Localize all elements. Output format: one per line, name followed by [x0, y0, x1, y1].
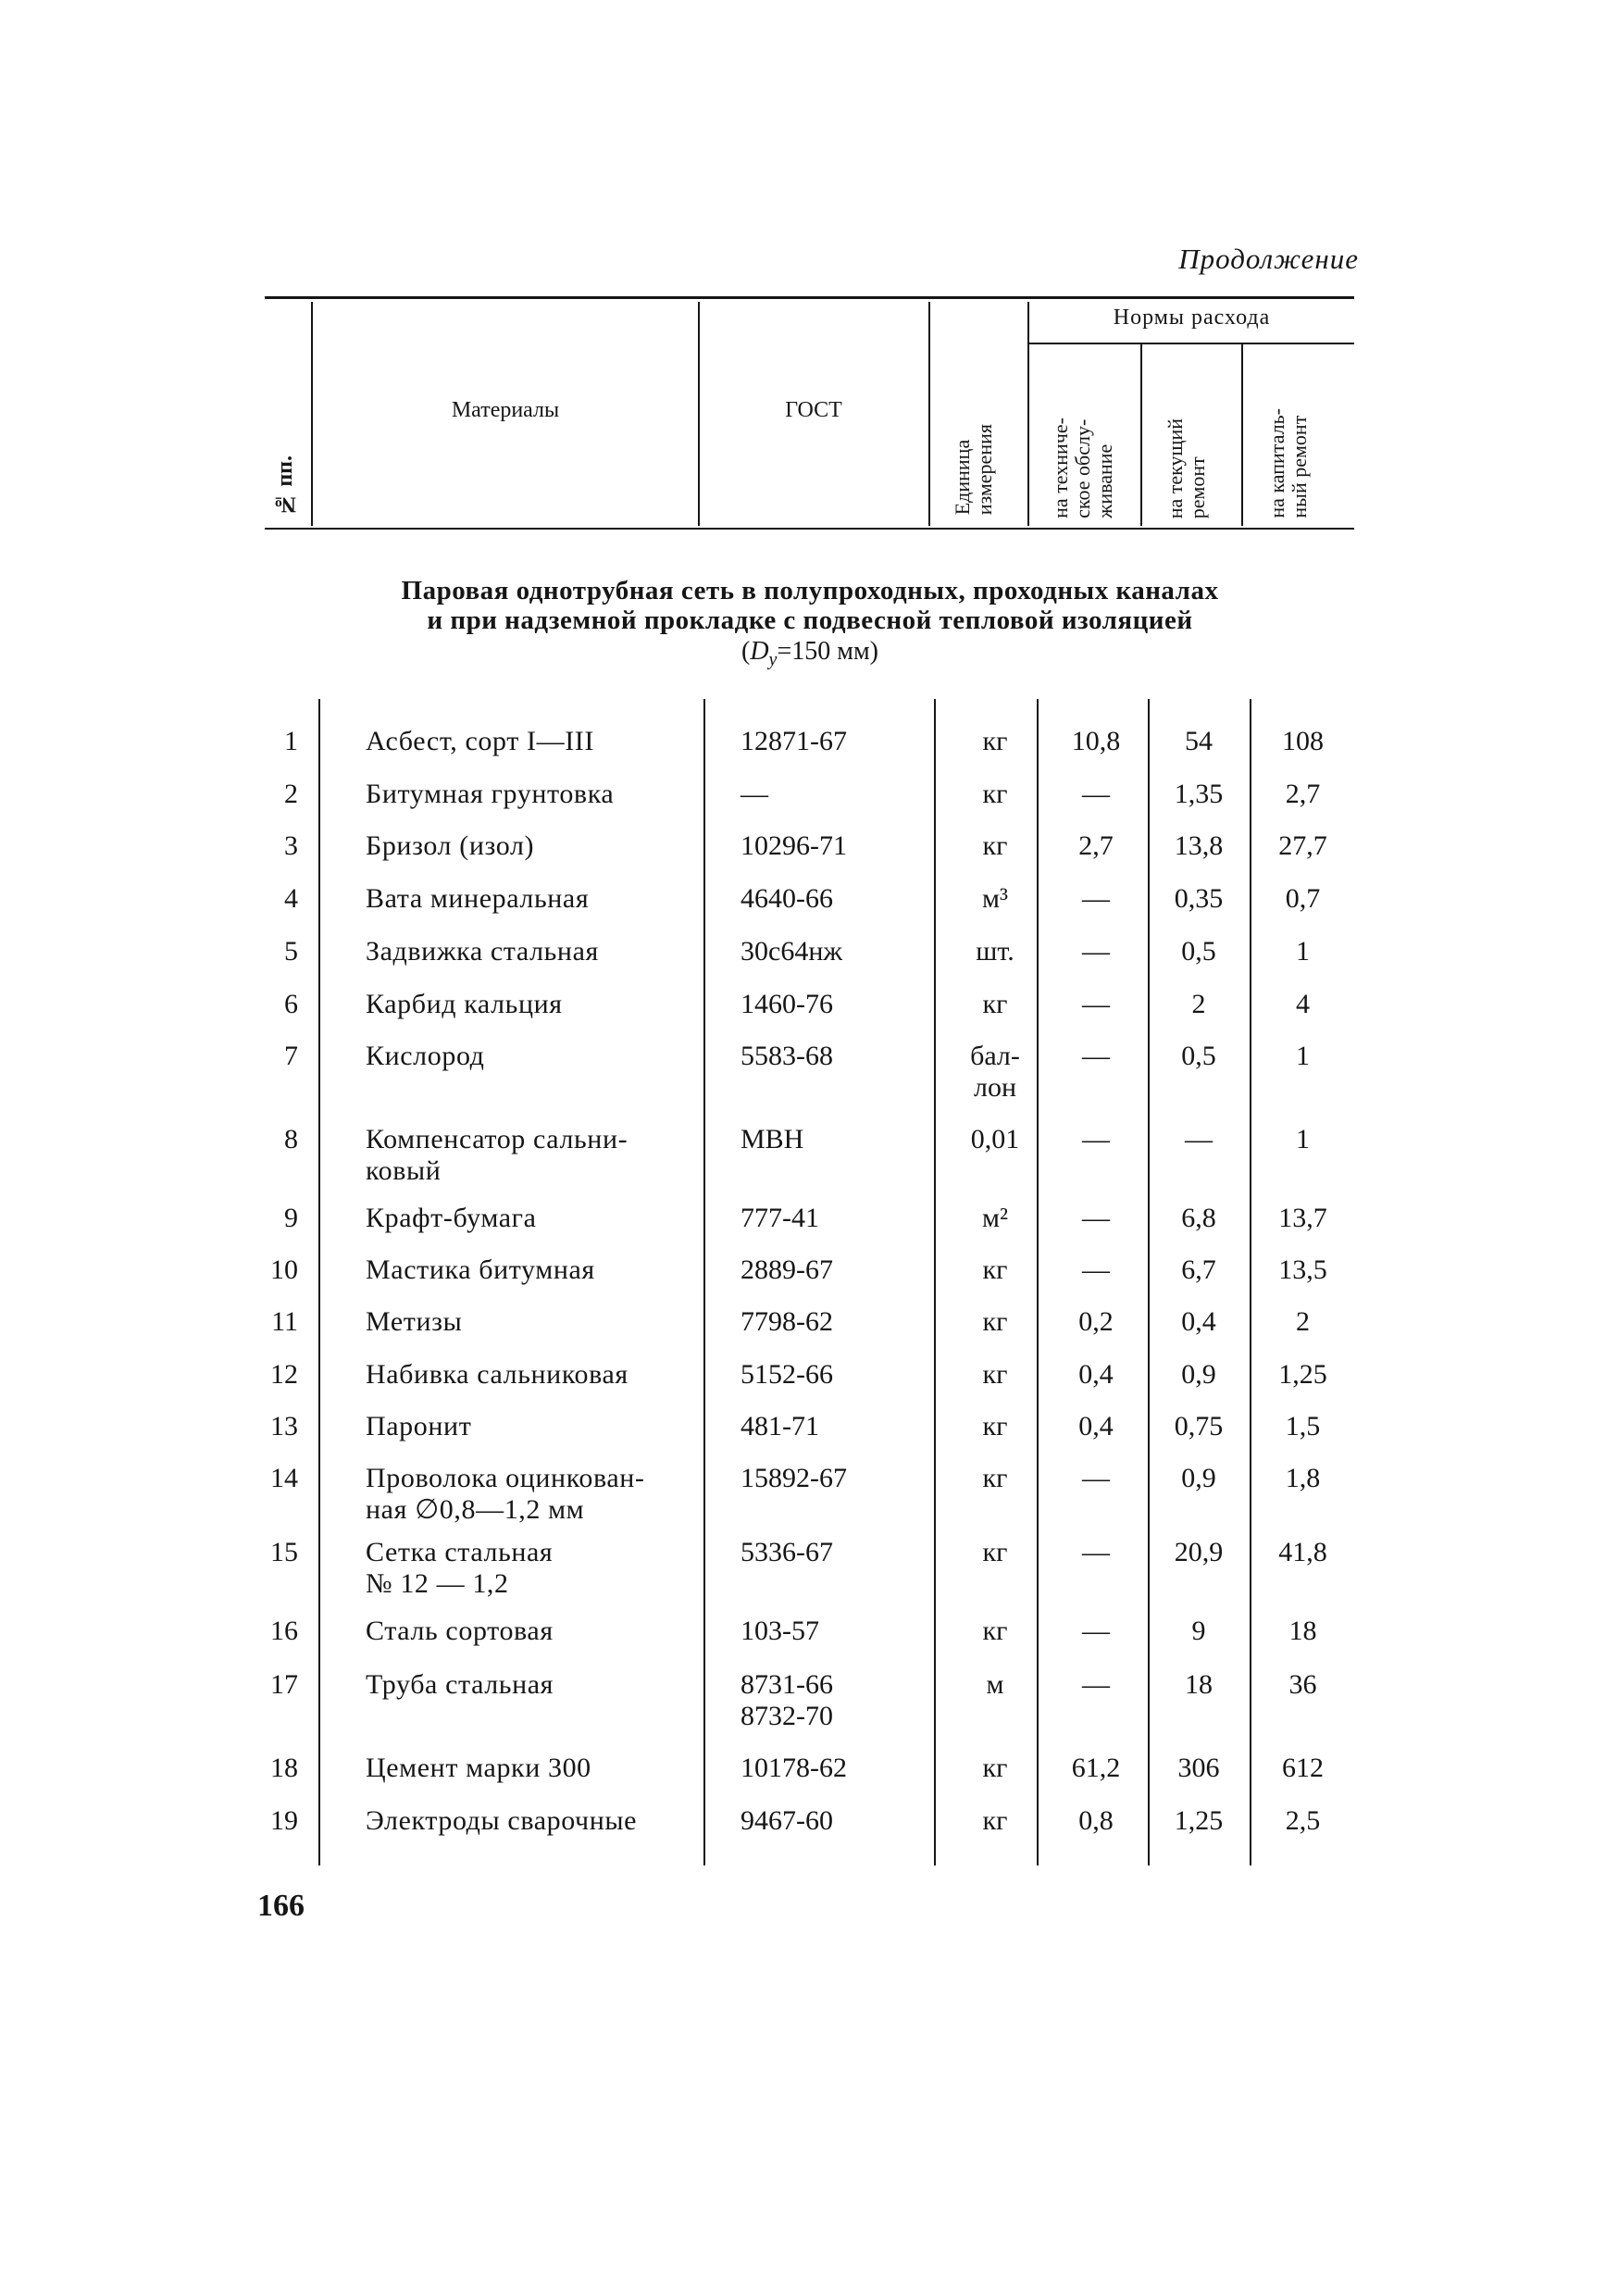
row-unit: кг	[982, 1359, 1008, 1390]
subtitle-dy-index: у	[768, 649, 778, 670]
row-norm-capital: 41,8	[1278, 1537, 1327, 1567]
row-number: 10	[270, 1254, 298, 1285]
body-divider	[1250, 699, 1251, 1866]
row-gost: 10296-71	[741, 830, 847, 861]
row-norm-current: 2	[1191, 989, 1206, 1019]
row-number: 3	[284, 830, 298, 861]
row-material: Набивка сальниковая	[366, 1359, 629, 1390]
row-unit: кг	[982, 989, 1008, 1019]
row-number: 14	[270, 1463, 298, 1493]
row-norm-service: —	[1082, 1463, 1110, 1493]
header-unit: Единица измерения	[951, 423, 996, 515]
row-norm-current: 0,9	[1181, 1463, 1216, 1493]
row-norm-service: 0,2	[1078, 1306, 1114, 1337]
row-unit: кг	[982, 1537, 1008, 1567]
row-norm-capital: 13,5	[1278, 1254, 1327, 1285]
row-norm-capital: 2,7	[1285, 779, 1321, 809]
row-gost: 103-57	[741, 1616, 819, 1646]
row-material: Сталь сортовая	[366, 1616, 554, 1646]
header-top-rule	[265, 296, 1354, 299]
row-material: Электроды сварочные	[366, 1805, 638, 1836]
section-subtitle	[305, 637, 1314, 671]
row-gost: 1460-76	[741, 989, 833, 1019]
row-number: 16	[270, 1616, 298, 1646]
row-norm-current: 0,9	[1181, 1359, 1216, 1390]
row-material: Метизы	[366, 1306, 463, 1337]
row-norm-current: 9	[1191, 1616, 1206, 1646]
row-norm-current: 54	[1185, 726, 1213, 756]
header-num: № пп.	[273, 455, 297, 517]
row-gost: 4640-66	[741, 883, 833, 914]
row-norm-current: 1,35	[1174, 779, 1224, 809]
row-unit: м²	[982, 1203, 1008, 1233]
row-norm-capital: 36	[1288, 1669, 1317, 1700]
row-unit: 0,01	[970, 1124, 1020, 1154]
row-norm-current: 1,25	[1174, 1805, 1224, 1836]
row-unit: м	[986, 1669, 1004, 1700]
row-number: 2	[284, 779, 298, 809]
row-norm-current: 0,75	[1174, 1411, 1224, 1441]
row-norm-service: —	[1082, 1616, 1110, 1646]
row-unit: кг	[982, 1805, 1008, 1836]
row-material: Битумная грунтовка	[366, 779, 615, 809]
header-norm-capital: на капиталь- ный ремонт	[1265, 408, 1311, 518]
row-gost: МВН	[741, 1124, 804, 1154]
row-norm-current: 13,8	[1174, 830, 1224, 861]
row-norm-capital: 13,7	[1278, 1203, 1327, 1233]
row-norm-current: 0,5	[1181, 936, 1216, 967]
row-number: 9	[284, 1203, 298, 1233]
row-norm-capital: 2,5	[1285, 1805, 1321, 1836]
row-number: 1	[284, 726, 298, 756]
subtitle-open: (	[741, 637, 751, 666]
row-material: Мастика битумная	[366, 1254, 595, 1285]
row-norm-capital: 4	[1296, 989, 1310, 1019]
row-unit: кг	[982, 1306, 1008, 1337]
row-number: 7	[284, 1041, 298, 1071]
header-norm-service: на техниче- ское обслу- живание	[1049, 418, 1116, 518]
row-norm-service: —	[1082, 779, 1110, 809]
row-unit: кг	[982, 1753, 1008, 1783]
row-number: 17	[270, 1669, 298, 1700]
row-unit: кг	[982, 1463, 1008, 1493]
header-gost: ГОСТ	[785, 398, 842, 422]
row-material: Кислород	[366, 1041, 485, 1071]
row-norm-service: —	[1082, 1254, 1110, 1285]
row-material: Компенсатор сальни- ковый	[366, 1124, 629, 1186]
row-norm-current: 306	[1177, 1753, 1220, 1783]
row-norm-capital: 1	[1296, 936, 1310, 967]
row-gost: 30с64нж	[741, 936, 843, 967]
row-material: Труба стальная	[366, 1669, 554, 1700]
row-gost: 2889-67	[741, 1254, 833, 1285]
row-material: Задвижка стальная	[366, 936, 599, 967]
row-norm-service: —	[1082, 936, 1110, 967]
row-norm-service: —	[1082, 883, 1110, 914]
row-norm-current: 18	[1185, 1669, 1213, 1700]
row-material: Бризол (изол)	[366, 830, 535, 861]
row-norm-service: —	[1082, 1124, 1110, 1154]
row-number: 8	[284, 1124, 298, 1154]
row-norm-service: 2,7	[1078, 830, 1114, 861]
row-norm-capital: 1	[1296, 1124, 1310, 1154]
row-unit: кг	[982, 726, 1008, 756]
row-gost: 9467-60	[741, 1805, 833, 1836]
row-number: 4	[284, 883, 298, 914]
row-material: Асбест, сорт I—III	[366, 726, 594, 756]
row-norm-capital: 1,25	[1278, 1359, 1327, 1390]
header-divider	[1241, 344, 1243, 526]
row-norm-service: —	[1082, 1537, 1110, 1567]
row-unit: кг	[982, 779, 1008, 809]
row-norm-current: 0,4	[1181, 1306, 1216, 1337]
row-gost: 15892-67	[741, 1463, 847, 1493]
body-divider	[934, 699, 936, 1866]
subtitle-dy: D	[750, 637, 769, 666]
row-unit: шт.	[976, 936, 1014, 967]
header-divider	[1140, 344, 1142, 526]
row-unit: кг	[982, 1411, 1008, 1441]
row-norm-service: —	[1082, 1203, 1110, 1233]
row-number: 19	[270, 1805, 298, 1836]
row-unit: кг	[982, 830, 1008, 861]
table-header	[265, 296, 1354, 530]
row-gost: 5583-68	[741, 1041, 833, 1071]
row-norm-capital: 0,7	[1285, 883, 1321, 914]
row-norm-capital: 612	[1282, 1753, 1324, 1783]
row-gost: —	[741, 779, 768, 809]
row-norm-current: —	[1185, 1124, 1213, 1154]
row-number: 12	[270, 1359, 298, 1390]
row-norm-capital: 1,5	[1285, 1411, 1321, 1441]
row-gost: 5152-66	[741, 1359, 833, 1390]
row-material: Цемент марки 300	[366, 1753, 591, 1783]
row-norm-current: 6,7	[1181, 1254, 1216, 1285]
header-norms: Нормы расхода	[1113, 306, 1271, 330]
subtitle-rest: =150 мм)	[777, 637, 878, 666]
row-gost: 12871-67	[741, 726, 847, 756]
row-material: Проволока оцинкован- ная ∅0,8—1,2 мм	[366, 1463, 645, 1525]
row-material: Паронит	[366, 1411, 472, 1441]
section-title-text: Паровая однотрубная сеть в полупроходных, проходных каналах и при надземной прокладке с подвесной тепловой изоляцией	[401, 576, 1219, 635]
row-norm-service: 0,4	[1078, 1359, 1114, 1390]
row-gost: 481-71	[741, 1411, 819, 1441]
row-norm-service: 0,4	[1078, 1411, 1114, 1441]
row-unit: бал- лон	[970, 1041, 1020, 1103]
row-norm-capital: 1,8	[1285, 1463, 1321, 1493]
header-bottom-rule	[265, 528, 1354, 530]
continuation-label: Продолжение	[1178, 243, 1359, 275]
row-norm-current: 20,9	[1174, 1537, 1224, 1567]
row-norm-current: 0,35	[1174, 883, 1224, 914]
row-gost: 8731-66 8732-70	[741, 1669, 833, 1731]
row-gost: 10178-62	[741, 1753, 847, 1783]
row-norm-service: 10,8	[1071, 726, 1121, 756]
header-divider	[928, 302, 930, 526]
row-material: Вата минеральная	[366, 883, 590, 914]
row-norm-capital: 2	[1296, 1306, 1310, 1337]
row-norm-current: 0,5	[1181, 1041, 1216, 1071]
row-gost: 5336-67	[741, 1537, 833, 1567]
row-number: 15	[270, 1537, 298, 1567]
page-number: 166	[257, 1889, 305, 1923]
row-number: 5	[284, 936, 298, 967]
row-material: Карбид кальция	[366, 989, 563, 1019]
norms-divider	[1027, 343, 1354, 344]
row-number: 18	[270, 1753, 298, 1783]
row-norm-capital: 108	[1282, 726, 1324, 756]
row-norm-service: —	[1082, 989, 1110, 1019]
body-divider	[318, 699, 320, 1866]
row-unit: кг	[982, 1254, 1008, 1285]
row-norm-capital: 18	[1288, 1616, 1317, 1646]
row-number: 6	[284, 989, 298, 1019]
section-title	[305, 576, 1314, 635]
row-norm-capital: 27,7	[1278, 830, 1327, 861]
row-gost: 7798-62	[741, 1306, 833, 1337]
row-gost: 777-41	[741, 1203, 819, 1233]
header-divider	[1027, 302, 1029, 526]
header-materials: Материалы	[451, 398, 560, 422]
row-norm-service: 61,2	[1071, 1753, 1121, 1783]
row-number: 13	[270, 1411, 298, 1441]
row-unit: м³	[982, 883, 1008, 914]
row-norm-current: 6,8	[1181, 1203, 1216, 1233]
row-norm-capital: 1	[1296, 1041, 1310, 1071]
row-unit: кг	[982, 1616, 1008, 1646]
row-number: 11	[271, 1306, 298, 1337]
header-norm-current: на текущий ремонт	[1164, 418, 1209, 518]
row-norm-service: —	[1082, 1041, 1110, 1071]
row-norm-service: 0,8	[1078, 1805, 1114, 1836]
row-norm-service: —	[1082, 1669, 1110, 1700]
row-material: Крафт-бумага	[366, 1203, 537, 1233]
row-material: Сетка стальная № 12 — 1,2	[366, 1537, 554, 1599]
